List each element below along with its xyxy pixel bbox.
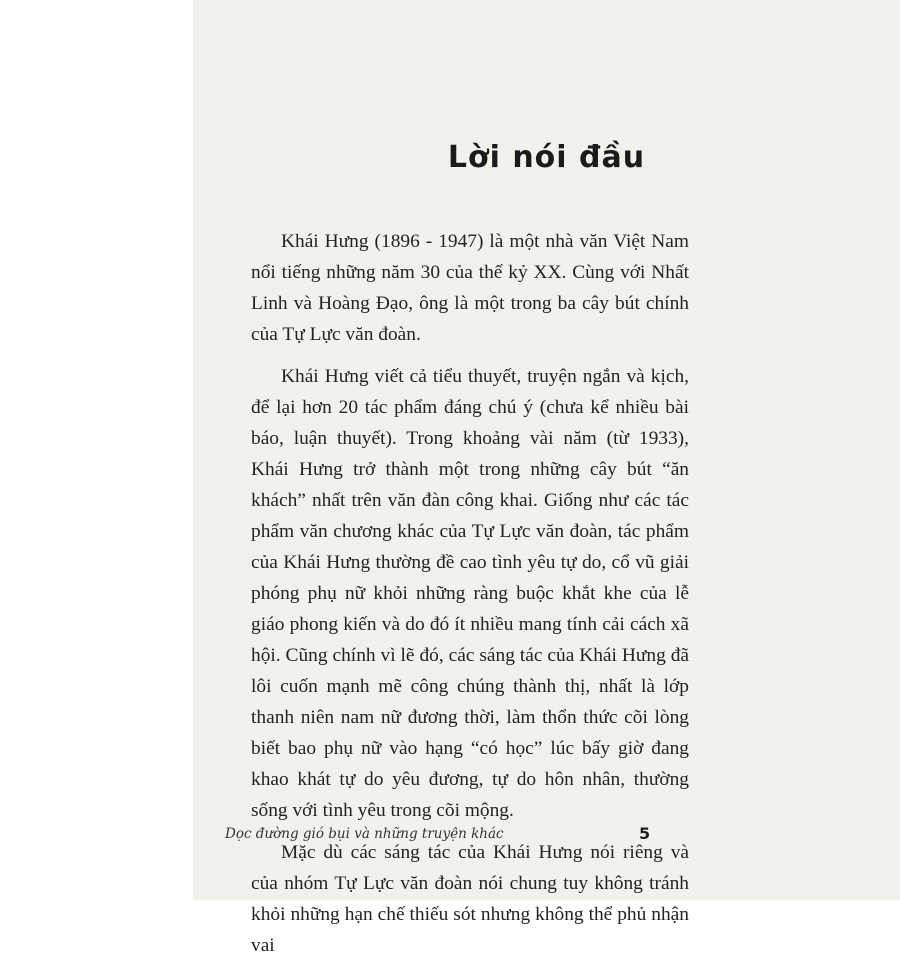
page-footer: [225, 826, 900, 856]
body-text: [251, 226, 689, 972]
book-page: [193, 0, 900, 956]
running-title: Dọc đường gió bụi và những truyện khác: [225, 826, 504, 842]
paragraph-2: Khái Hưng viết cả tiểu thuyết, truyện ngắn và kịch, để lại hơn 20 tác phẩm đáng chú ý (chưa kể nhiều bài báo, luận thuyết). Trong khoảng vài năm (từ 1933), Khái Hưng trở thành một trong những cây bút “ăn khách” nhất trên văn đàn công khai. Giống như các tác phẩm văn chương khác của Tự Lực văn đoàn, tác phẩm của Khái Hưng thường đề cao tình yêu tự do, cổ vũ giải phóng phụ nữ khỏi những ràng buộc khắt khe của lễ giáo phong kiến và do đó ít nhiều mang tính cải cách xã hội. Cũng chính vì lẽ đó, các sáng tác của Khái Hưng đã lôi cuốn mạnh mẽ công chúng thành thị, nhất là lớp thanh niên nam nữ đương thời, làm thổn thức cõi lòng biết bao phụ nữ vào hạng “có học” lúc bấy giờ đang khao khát tự do yêu đương, tự do hôn nhân, thường sống với tình yêu trong cõi mộng.: [251, 366, 689, 821]
page-title: Lời nói đầu: [447, 140, 646, 175]
page-number: 5: [639, 824, 651, 843]
paragraph-3: Mặc dù các sáng tác của Khái Hưng nói riêng và của nhóm Tự Lực văn đoàn nói chung tuy không tránh khỏi những hạn chế thiếu sót nhưng không thể phủ nhận vai: [251, 842, 689, 956]
paragraph-1: Khái Hưng (1896 - 1947) là một nhà văn Việt Nam nổi tiếng những năm 30 của thế kỷ XX. Cùng với Nhất Linh và Hoàng Đạo, ông là một trong ba cây bút chính của Tự Lực văn đoàn.: [251, 231, 689, 345]
